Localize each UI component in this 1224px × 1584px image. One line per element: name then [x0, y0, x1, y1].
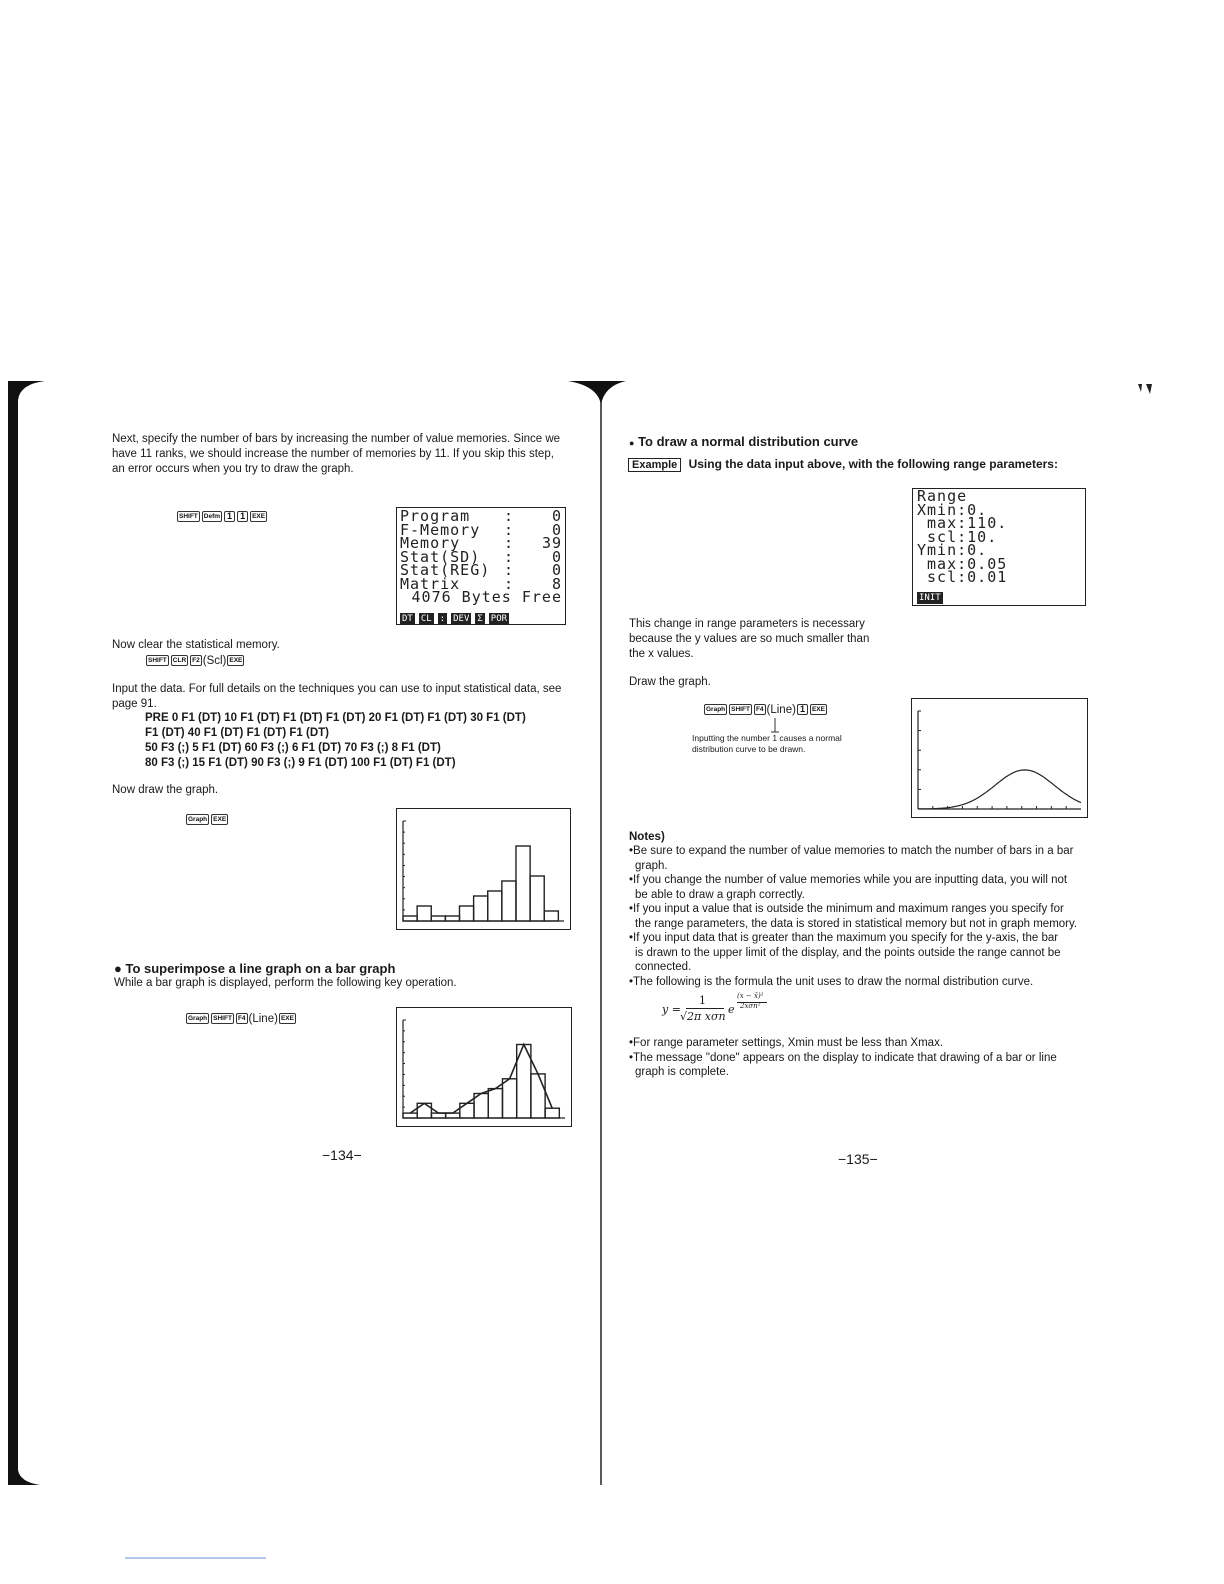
callout-pointer	[770, 718, 780, 734]
histogram-line-screen	[396, 1007, 572, 1127]
range-softkeys	[917, 585, 1081, 604]
example-tag: Example	[628, 458, 681, 472]
example-line	[628, 457, 1058, 471]
clr-key: CLR	[172, 657, 187, 665]
formula-bar	[686, 1008, 724, 1009]
note-item	[629, 844, 1089, 873]
normal-key-sequence	[703, 703, 828, 718]
memory-row-colon: :	[503, 534, 514, 552]
memory-row-colon: :	[503, 507, 514, 525]
bar	[530, 876, 544, 921]
range-line: scl:0.01	[917, 568, 1008, 586]
memory-row-label: Stat(REG)	[400, 561, 491, 579]
note-line: the range parameters, the data is stored in statistical memory but not in graph memory.	[635, 917, 1078, 930]
clear-key-sequence	[145, 654, 245, 669]
note-line: •If you input data that is greater than the maximum you specify for the y-axis, the bar	[629, 932, 1059, 944]
scl-label: (Scl)	[202, 655, 227, 667]
exe-key: EXE	[213, 816, 227, 824]
bar	[488, 891, 502, 921]
range-lines	[917, 487, 1081, 586]
notes-title: Notes)	[629, 831, 665, 843]
note-line: be able to draw a graph correctly.	[635, 888, 805, 901]
bar	[417, 1103, 431, 1118]
formula-exp-numerator: (x − x̄)²	[737, 992, 764, 1000]
range-line: Ymin:0.	[917, 541, 988, 559]
page-number-left: −134−	[322, 1147, 362, 1163]
line-label: (Line)	[766, 704, 796, 716]
one-key: 1	[237, 511, 248, 522]
bar	[502, 1079, 516, 1118]
note-line: •The message "done" appears on the display to indicate that drawing of a bar or line	[629, 1051, 1057, 1064]
f4-key: F4	[237, 1015, 246, 1023]
note-item	[629, 975, 1089, 990]
notes-list	[629, 844, 1089, 989]
callout-text	[692, 733, 842, 755]
softkey-1: CL	[420, 613, 432, 624]
memory-row-colon: :	[503, 547, 514, 566]
memory-row-colon: :	[503, 520, 514, 539]
shift-key: SHIFT	[148, 657, 167, 665]
callout-line: distribution curve to be drawn.	[692, 744, 806, 754]
input-key-sequence	[145, 711, 526, 771]
memory-rows	[400, 507, 562, 593]
memory-row-colon: :	[503, 574, 514, 593]
range-change-note	[629, 617, 899, 662]
memory-row-label: F-Memory	[400, 520, 481, 539]
note-line: •For range parameter settings, Xmin must be less than Xmax.	[629, 1037, 944, 1049]
note-line: graph is complete.	[635, 1066, 729, 1078]
graph-key: Graph	[706, 706, 726, 714]
memory-row-value: 0	[551, 561, 562, 579]
bar	[445, 916, 459, 921]
bar	[460, 1103, 474, 1118]
note-line: is drawn to the upper limit of the display, and the points outside the range cannot be	[635, 946, 1061, 959]
memory-row-value: 0	[551, 547, 562, 566]
change-line: because the y values are so much smaller than	[629, 633, 870, 645]
shift-key: SHIFT	[213, 1015, 232, 1023]
exe-key: EXE	[811, 706, 825, 714]
softkey-2: :	[439, 613, 446, 624]
formula	[662, 992, 822, 1026]
bar	[403, 916, 417, 921]
formula-y: y =	[662, 1003, 681, 1016]
exe-key: EXE	[229, 657, 243, 665]
notes-list-2	[629, 1036, 1089, 1080]
bar	[474, 896, 488, 921]
range-screen	[912, 488, 1086, 606]
note-item	[629, 931, 1089, 975]
bar	[488, 1089, 502, 1118]
line-label: (Line)	[248, 1013, 278, 1025]
memory-row-value: 39	[541, 534, 562, 552]
superimpose-heading	[114, 961, 395, 976]
range-line: max:110.	[917, 514, 1008, 532]
example-text: Using the data input above, with the following range parameters:	[688, 457, 1058, 471]
line-key-sequence	[185, 1012, 297, 1027]
bar	[516, 846, 530, 921]
formula-denominator: √2π xσn	[680, 1010, 726, 1023]
bar	[431, 916, 445, 921]
softkey-0: DT	[402, 613, 413, 624]
input-line: 50 F3 (;) 5 F1 (DT) 60 F3 (;) 6 F1 (DT) 70 F3 (;) 8 F1 (DT)	[145, 742, 441, 754]
intro-line-2: have 11 ranks, we should increase the number of memories by 11. If you skip this step,	[112, 448, 554, 460]
formula-numerator: 1	[699, 994, 706, 1007]
memory-screen	[396, 507, 566, 625]
normal-curve-heading	[629, 434, 858, 449]
input-line: 80 F3 (;) 15 F1 (DT) 90 F3 (;) 9 F1 (DT) 100 F1 (DT) F1 (DT)	[145, 757, 456, 769]
formula-e: e	[728, 1003, 735, 1016]
input-text-1: Input the data. For full details on the techniques you can use to input statistical data, see	[112, 683, 562, 695]
normal-curve-heading-text: To draw a normal distribution curve	[638, 434, 859, 449]
note-line: •Be sure to expand the number of value memories to match the number of bars in a bar	[629, 845, 1074, 857]
bytes-free: 4076 Bytes Free	[411, 588, 562, 606]
range-line: max:0.05	[917, 554, 1008, 573]
intro-line-3: an error occurs when you try to draw the graph.	[112, 463, 354, 475]
note-line: connected.	[635, 961, 692, 973]
softkey-3: DEV	[453, 613, 470, 624]
superimpose-text: While a bar graph is displayed, perform the following key operation.	[114, 977, 457, 989]
bullet-icon: ●	[629, 438, 635, 448]
normal-curve-line	[918, 770, 1081, 809]
memory-row-value: 0	[551, 520, 562, 539]
exe-key: EXE	[252, 513, 266, 521]
note-line: •If you input a value that is outside the minimum and maximum ranges you specify for	[629, 903, 1064, 915]
note-line: •If you change the number of value memories while you are inputting data, you will not	[629, 874, 1068, 886]
memory-row-label: Memory	[400, 534, 461, 552]
clear-instruction: Now clear the statistical memory.	[112, 639, 280, 651]
normal-curve-screen	[911, 698, 1088, 818]
memory-row-label: Matrix	[400, 574, 461, 593]
intro-paragraph	[112, 432, 572, 477]
bar	[545, 1108, 559, 1118]
softkey-row	[400, 606, 562, 625]
input-text-2: page 91.	[112, 698, 157, 710]
note-item	[629, 902, 1089, 931]
change-line: This change in range parameters is necessary	[629, 618, 865, 630]
input-instruction	[112, 682, 582, 712]
bar	[417, 906, 431, 921]
draw-graph-instruction: Draw the graph.	[629, 676, 711, 688]
shift-key: SHIFT	[731, 706, 750, 714]
draw-instruction: Now draw the graph.	[112, 784, 219, 796]
bar	[502, 881, 516, 921]
input-line: F1 (DT) 40 F1 (DT) F1 (DT) F1 (DT)	[145, 727, 329, 739]
one-key: 1	[797, 704, 808, 715]
intro-line-1: Next, specify the number of bars by increasing the number of value memories. Since we	[112, 433, 561, 445]
graph-key: Graph	[188, 1015, 208, 1023]
f2-key: F2	[192, 657, 200, 665]
exe-key: EXE	[280, 1015, 294, 1023]
memory-row-value: 0	[551, 507, 562, 525]
softkey-5: POR	[490, 613, 508, 624]
range-line: Range	[917, 487, 968, 505]
bar	[459, 906, 473, 921]
note-item	[629, 873, 1089, 902]
f4-key: F4	[755, 706, 764, 714]
range-line: scl:10.	[917, 527, 998, 546]
page-number-right: −135−	[838, 1151, 878, 1167]
superimpose-heading-text: To superimpose a line graph on a bar graph	[125, 961, 396, 976]
bullet-icon: ●	[114, 961, 122, 976]
softkey-4: Σ	[477, 613, 483, 624]
defm-key: Defm	[203, 513, 221, 521]
memory-row-label: Stat(SD)	[400, 547, 481, 566]
memory-row-label: Program	[400, 507, 471, 525]
bar	[544, 911, 558, 921]
defm-key-sequence	[176, 510, 268, 525]
input-line: PRE 0 F1 (DT) 10 F1 (DT) F1 (DT) F1 (DT) 20 F1 (DT) F1 (DT) 30 F1 (DT)	[145, 712, 526, 724]
memory-row-value: 8	[551, 574, 562, 593]
bar	[403, 1113, 417, 1118]
note-line: •The following is the formula the unit uses to draw the normal distribution curve.	[629, 975, 1034, 988]
range-line: Xmin:0.	[917, 500, 988, 519]
draw-key-sequence	[185, 813, 229, 828]
callout-line: Inputting the number 1 causes a normal	[692, 733, 842, 743]
bar	[531, 1074, 545, 1118]
change-line: the x values.	[629, 648, 694, 660]
shift-key: SHIFT	[179, 513, 198, 521]
one-key: 1	[224, 511, 235, 522]
memory-row-colon: :	[503, 561, 514, 579]
init-softkey: INIT	[919, 592, 941, 603]
graph-key: Graph	[188, 816, 208, 824]
formula-exp-denominator: 2xσn²	[740, 1002, 761, 1010]
note-line: graph.	[635, 859, 668, 872]
histogram-screen	[396, 808, 571, 930]
